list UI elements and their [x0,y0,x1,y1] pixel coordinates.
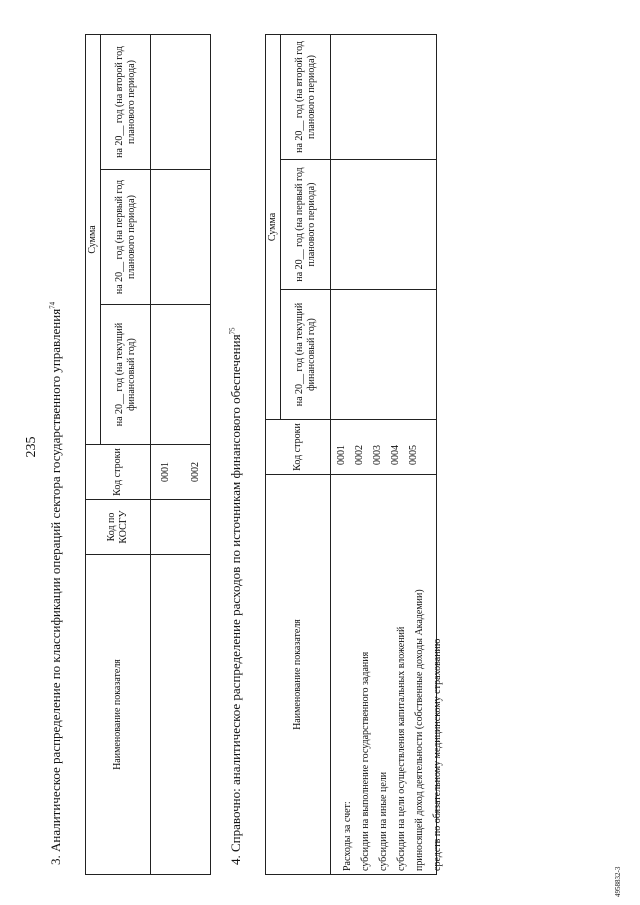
col-header-name: Наименование показателя [86,555,151,875]
page-number: 235 [24,436,39,458]
row-code: 0005 [408,445,419,465]
col-header-name: Наименование показателя [266,475,331,875]
row-code: 0002 [354,445,365,465]
col-header-year-current: на 20__ год (на текущий финансовый год) [281,290,331,420]
row-label: субсидии на цели осуществления капитальных вложений [396,626,407,871]
row-label: средств по обязательному медицинскому страхованию [432,638,443,871]
col-header-kosgu: Код по КОСГУ [86,500,151,555]
row-label: Расходы за счет: [342,801,353,871]
section-4-title [228,327,244,865]
col-header-sum: Сумма [266,35,281,420]
section-3-title [48,302,64,865]
col-header-row-code: Код строки [266,420,331,475]
section-3-title-text: 3. Аналитическое распределение по классификации операций сектора государственного управления [48,308,63,865]
section-3-footnote: 74 [48,301,57,309]
col-header-sum: Сумма [86,35,101,445]
section-3-table [85,34,211,875]
col-header-year-second-plan: на 20__ год (на второй год планового периода) [101,35,151,170]
col-header-row-code: Код строки [86,445,151,500]
section-4-footnote: 75 [228,327,237,335]
row-label: субсидии на иные цели [378,771,389,871]
row-code: 0001 [336,445,347,465]
section-4-rows [336,351,452,871]
row-code: 0003 [372,445,383,465]
row-code: 0002 [181,445,211,500]
table-row [151,35,181,875]
row-code: 0001 [151,445,181,500]
section-4-title-text: 4. Справочно: аналитическое распределение расходов по источникам финансового обеспечения [228,334,243,865]
col-header-year-second-plan: на 20__ год (на второй год планового периода) [281,35,331,160]
row-label: приносящей доход деятельности (собственные доходы Академии) [414,589,425,871]
col-header-year-first-plan: на 20__ год (на первый год планового периода) [101,170,151,305]
row-code: 0004 [390,445,401,465]
row-label: субсидии на выполнение государственного задания [360,651,371,871]
footer-code: 4958832-3 [614,866,622,897]
table-row [181,35,211,875]
col-header-year-first-plan: на 20__ год (на первый год планового периода) [281,160,331,290]
col-header-year-current: на 20__ год (на текущий финансовый год) [101,305,151,445]
